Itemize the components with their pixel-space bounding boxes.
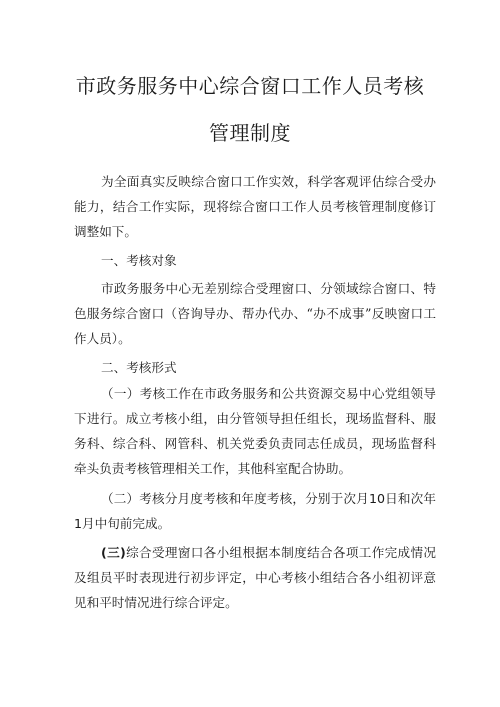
item3-text: 综合受理窗口各小组根据本制度结合各项工作完成情况及组员平时表现进行初步评定，中心考核小组结合各小组初评意见和平时情况进行综合评定。 — [74, 545, 437, 610]
section2-item2-paragraph — [74, 486, 436, 536]
section1-heading: 一、考核对象 — [101, 253, 177, 268]
item2-text-part3: 月中旬前完成。 — [82, 516, 171, 531]
section2-item3-paragraph — [74, 540, 436, 615]
item2-text-part1: （二）考核分月度考核和年度考核，分别于次月 — [101, 491, 369, 506]
document-title-line1: 市政务服务中心综合窗口工作人员考核 — [75, 74, 425, 98]
item2-text-part2: 日和次年 — [384, 491, 437, 506]
intro-paragraph: 为全面真实反映综合窗口工作实效，科学客观评估综合受办能力，结合工作实际，现将综合窗口工作人员考核管理制度修订调整如下。 — [74, 174, 436, 239]
section2-heading: 二、考核形式 — [101, 360, 177, 375]
section2-item1-paragraph: （一）考核工作在市政务服务和公共资源交易中心党组领导下进行。成立考核小组，由分管领导担任组长，现场监督科、服务科、综合科、网管科、机关党委负责同志任成员，现场监督科牵头负责考核管理相关工作，其他科室配合协助。 — [74, 386, 436, 476]
item2-number-day: 10 — [368, 491, 385, 506]
document-title-line2: 管理制度 — [209, 121, 291, 145]
section1-paragraph: 市政务服务中心无差别综合受理窗口、分领域综合窗口、特色服务综合窗口（咨询导办、帮办代办、“办不成事”反映窗口工作人员）。 — [74, 281, 436, 346]
item3-label: (三) — [101, 545, 126, 560]
item2-number-month: 1 — [74, 516, 83, 531]
